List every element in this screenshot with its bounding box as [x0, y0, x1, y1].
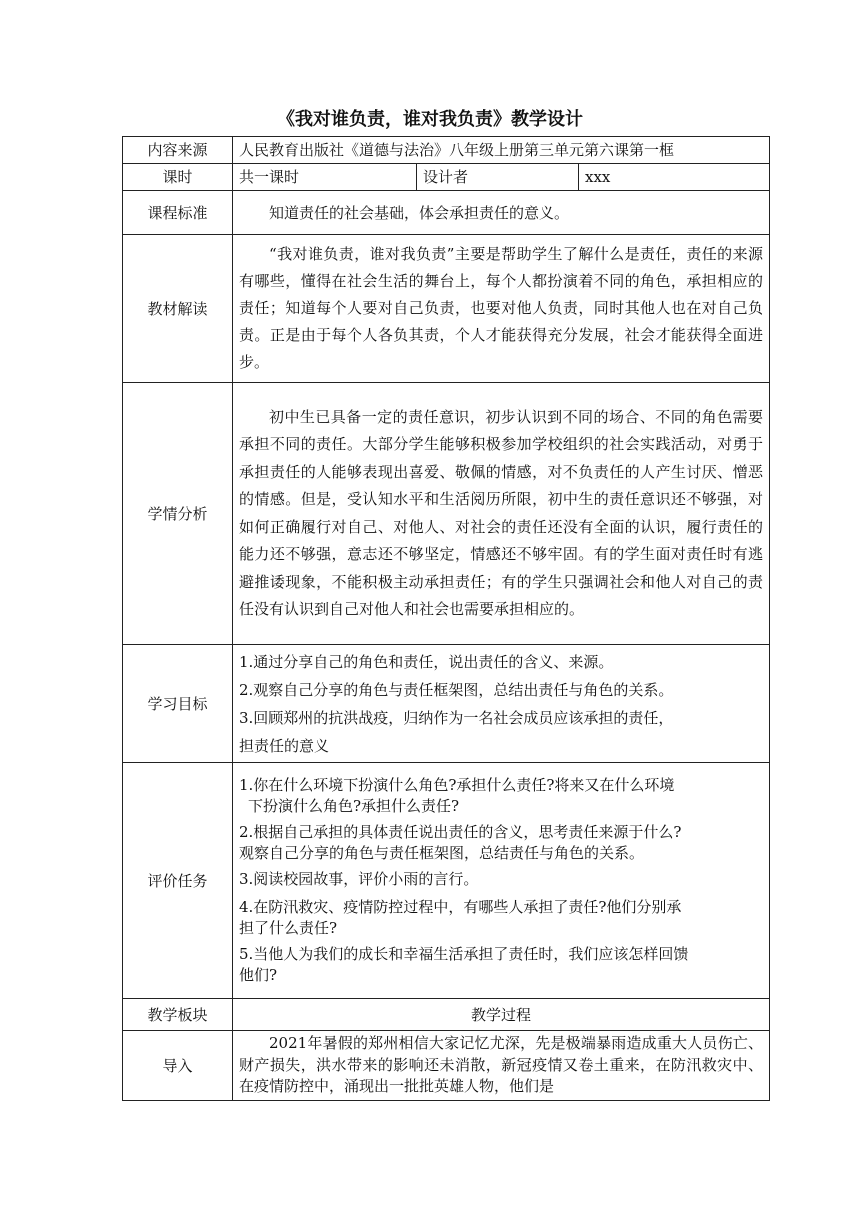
task-item: 观察自己分享的角色与责任框架图，总结责任与角色的关系。: [239, 844, 645, 862]
designer-label: 设计者: [417, 164, 579, 191]
task-item: 5.当他人为我们的成长和幸福生活承担了责任时，我们应该怎样回馈: [239, 945, 689, 963]
period-value: 共一课时: [233, 164, 417, 191]
standard-value: 知道责任的社会基础，体会承担责任的意义。: [233, 191, 770, 235]
standard-label: 课程标准: [123, 191, 233, 235]
task-item: 1.你在什么环境下扮演什么角色?承担什么责任?将来又在什么环境: [239, 776, 675, 794]
module-label: 教学板块: [123, 999, 233, 1031]
row-module-header: [123, 999, 770, 1031]
task-item: 下扮演什么角色?承担什么责任?: [248, 797, 460, 815]
intro-label: 导入: [123, 1031, 233, 1101]
row-period: [123, 164, 770, 191]
row-standard: [123, 191, 770, 235]
task-item: 4.在防汛救灾、疫情防控过程中，有哪些人承担了责任?他们分别承: [239, 898, 682, 916]
source-label: 内容来源: [123, 137, 233, 164]
task-item: 3.阅读校园故事，评价小雨的言行。: [239, 870, 479, 888]
goals-value: [233, 645, 770, 763]
goals-label: 学习目标: [123, 645, 233, 763]
analysis-value: 初中生已具备一定的责任意识，初步认识到不同的场合、不同的角色需要承担不同的责任。大部分学生能够积极参加学校组织的社会实践活动，对勇于承担责任的人能够表现出喜爱、敬佩的情感，对不负责任的人产生讨厌、憎恶的情感。但是，受认知水平和生活阅历所限，初中生的责任意识还不够强，对如何正确履行对自己、对他人、对社会的责任还没有全面的认识，履行责任的能力还不够强，意志还不够坚定，情感还不够牢固。有的学生面对责任时有逃避推诿现象，不能积极主动承担责任；有的学生只强调社会和他人对自己的责任没有认识到自己对他人和社会也需要承担相应的。: [233, 383, 770, 645]
textbook-value: “我对谁负责，谁对我负责”主要是帮助学生了解什么是责任，责任的来源有哪些，懂得在社会生活的舞台上，每个人都扮演着不同的角色，承担相应的责任；知道每个人要对自己负责，也要对他人负责，同时其他人也在对自己负责。正是由于每个人各负其责，个人才能获得充分发展，社会才能获得全面进步。: [233, 235, 770, 383]
task-item: 担了什么责任?: [239, 919, 338, 937]
process-label: 教学过程: [233, 999, 770, 1031]
goal-item: 2.观察自己分享的角色与责任框架图，总结出责任与角色的关系。: [239, 680, 674, 699]
period-label: 课时: [123, 164, 233, 191]
row-tasks: [123, 763, 770, 999]
source-value: 人民教育出版社《道德与法治》八年级上册第三单元第六课第一框: [233, 137, 770, 164]
textbook-label: 教材解读: [123, 235, 233, 383]
goal-item: 担责任的意义: [239, 736, 330, 755]
designer-value: xxx: [579, 164, 770, 191]
analysis-label: 学情分析: [123, 383, 233, 645]
row-goals: [123, 645, 770, 763]
tasks-label: 评价任务: [123, 763, 233, 999]
goal-item: 3.回顾郑州的抗洪战疫，归纳作为一名社会成员应该承担的责任，: [239, 708, 674, 727]
row-source: [123, 137, 770, 164]
task-item: 2.根据自己承担的具体责任说出责任的含义，思考责任来源于什么?: [239, 823, 682, 841]
row-intro: [123, 1031, 770, 1101]
tasks-value: [233, 763, 770, 999]
document-title: 《我对谁负责，谁对我负责》教学设计: [277, 109, 583, 130]
task-item: 他们?: [239, 966, 278, 984]
row-textbook: [123, 235, 770, 383]
intro-value: 2021年暑假的郑州相信大家记忆尤深，先是极端暴雨造成重大人员伤亡、财产损失，洪水带来的影响还未消散，新冠疫情又卷土重来，在防汛救灾中、在疫情防控中，涌现出一批批英雄人物，他们是: [233, 1031, 770, 1101]
goal-item: 1.通过分享自己的角色和责任，说出责任的含义、来源。: [239, 652, 614, 671]
row-analysis: [123, 383, 770, 645]
lesson-design-table: [122, 136, 770, 1101]
